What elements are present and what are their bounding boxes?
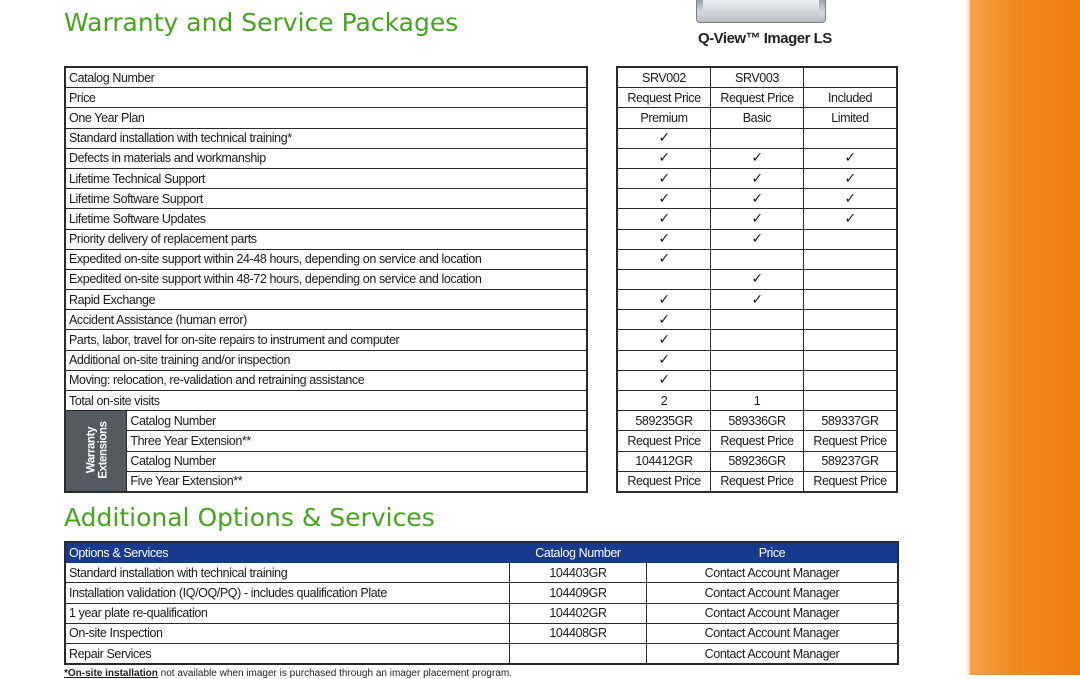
feature-row bbox=[65, 330, 587, 350]
feature-label: Moving: relocation, re-validation and retraining assistance bbox=[65, 370, 587, 390]
feature-row bbox=[65, 391, 587, 411]
plan-cell: Request Price bbox=[711, 471, 804, 492]
plan-cell: Request Price bbox=[803, 431, 897, 451]
feature-label: Price bbox=[65, 88, 587, 108]
plan-cell bbox=[803, 249, 897, 269]
plans-row bbox=[617, 391, 897, 411]
plans-row bbox=[617, 350, 897, 370]
plan-cell bbox=[803, 269, 897, 289]
feature-label: Catalog Number bbox=[65, 67, 587, 88]
plan-cell bbox=[803, 370, 897, 390]
feature-label: Total on-site visits bbox=[65, 391, 587, 411]
warranty-extension-row bbox=[65, 471, 587, 492]
feature-row bbox=[65, 310, 587, 330]
check-icon: ✓ bbox=[711, 209, 804, 229]
plan-cell: Basic bbox=[711, 108, 804, 128]
plan-cell: 589236GR bbox=[711, 451, 804, 471]
check-icon: ✓ bbox=[711, 168, 804, 188]
plan-cell bbox=[711, 370, 804, 390]
plans-row bbox=[617, 290, 897, 310]
option-price: Contact Account Manager bbox=[647, 643, 899, 664]
feature-row bbox=[65, 67, 587, 88]
plans-row bbox=[617, 411, 897, 431]
check-icon: ✓ bbox=[617, 350, 711, 370]
check-icon: ✓ bbox=[711, 269, 804, 289]
feature-row bbox=[65, 168, 587, 188]
check-icon: ✓ bbox=[617, 168, 711, 188]
plan-cell bbox=[803, 229, 897, 249]
feature-row bbox=[65, 88, 587, 108]
check-icon: ✓ bbox=[617, 229, 711, 249]
check-icon: ✓ bbox=[617, 249, 711, 269]
footnote-bold: *On-site installation bbox=[64, 668, 158, 679]
option-name: Standard installation with technical training bbox=[65, 563, 510, 583]
plans-row bbox=[617, 88, 897, 108]
check-icon: ✓ bbox=[711, 189, 804, 209]
plans-table bbox=[616, 66, 898, 493]
options-row bbox=[65, 583, 898, 603]
product-image bbox=[696, 0, 826, 23]
plan-cell: Request Price bbox=[803, 471, 897, 492]
plans-row bbox=[617, 229, 897, 249]
plan-cell: Request Price bbox=[711, 88, 804, 108]
check-icon: ✓ bbox=[803, 189, 897, 209]
check-icon: ✓ bbox=[711, 290, 804, 310]
feature-row bbox=[65, 269, 587, 289]
options-row bbox=[65, 563, 898, 583]
check-icon: ✓ bbox=[617, 128, 711, 148]
plan-cell: 2 bbox=[617, 391, 711, 411]
feature-row bbox=[65, 209, 587, 229]
option-catalog-number: 104402GR bbox=[510, 603, 647, 623]
option-name: Repair Services bbox=[65, 643, 510, 664]
plan-cell bbox=[803, 67, 897, 88]
warranty-extension-label: Three Year Extension** bbox=[127, 431, 587, 451]
feature-label: Lifetime Software Support bbox=[65, 189, 587, 209]
check-icon: ✓ bbox=[617, 330, 711, 350]
plan-cell: Request Price bbox=[617, 471, 711, 492]
plan-cell bbox=[803, 290, 897, 310]
feature-row bbox=[65, 229, 587, 249]
option-catalog-number: 104409GR bbox=[510, 583, 647, 603]
check-icon: ✓ bbox=[617, 290, 711, 310]
plan-cell bbox=[803, 128, 897, 148]
feature-row bbox=[65, 350, 587, 370]
plan-cell: Included bbox=[803, 88, 897, 108]
feature-label: Expedited on-site support within 48-72 hours, depending on service and location bbox=[65, 269, 587, 289]
plans-row bbox=[617, 310, 897, 330]
plans-row bbox=[617, 189, 897, 209]
plan-cell: SRV003 bbox=[711, 67, 804, 88]
check-icon: ✓ bbox=[617, 209, 711, 229]
plan-cell: Limited bbox=[803, 108, 897, 128]
options-table bbox=[64, 541, 899, 665]
feature-label: Accident Assistance (human error) bbox=[65, 310, 587, 330]
check-icon: ✓ bbox=[711, 229, 804, 249]
plan-cell bbox=[711, 249, 804, 269]
plans-row bbox=[617, 168, 897, 188]
feature-label: Defects in materials and workmanship bbox=[65, 148, 587, 168]
check-icon: ✓ bbox=[803, 209, 897, 229]
plan-cell: 589237GR bbox=[803, 451, 897, 471]
product-caption: Q-View™ Imager LS bbox=[698, 30, 832, 47]
feature-row bbox=[65, 128, 587, 148]
feature-table bbox=[64, 66, 588, 493]
footnote bbox=[64, 668, 512, 679]
warranty-label-line1: Warranty bbox=[85, 426, 98, 474]
options-row bbox=[65, 623, 898, 643]
check-icon: ✓ bbox=[617, 370, 711, 390]
warranty-extension-label: Catalog Number bbox=[127, 411, 587, 431]
feature-row bbox=[65, 370, 587, 390]
band-edge bbox=[966, 0, 970, 675]
options-header-row bbox=[65, 542, 898, 563]
plan-cell: Request Price bbox=[711, 431, 804, 451]
feature-label: Expedited on-site support within 24-48 hours, depending on service and location bbox=[65, 249, 587, 269]
feature-label: One Year Plan bbox=[65, 108, 587, 128]
check-icon: ✓ bbox=[803, 168, 897, 188]
plan-cell bbox=[803, 391, 897, 411]
option-catalog-number: 104408GR bbox=[510, 623, 647, 643]
plan-cell bbox=[711, 330, 804, 350]
options-row bbox=[65, 603, 898, 623]
warranty-extension-label: Five Year Extension** bbox=[127, 471, 587, 492]
option-price: Contact Account Manager bbox=[647, 603, 899, 623]
warranty-extension-row bbox=[65, 411, 587, 431]
feature-row bbox=[65, 189, 587, 209]
plan-cell bbox=[617, 269, 711, 289]
feature-label: Lifetime Software Updates bbox=[65, 209, 587, 229]
check-icon: ✓ bbox=[711, 148, 804, 168]
footnote-text: not available when imager is purchased through an imager placement program. bbox=[157, 668, 512, 679]
plan-cell bbox=[711, 310, 804, 330]
plan-cell bbox=[711, 350, 804, 370]
plans-row bbox=[617, 128, 897, 148]
option-price: Contact Account Manager bbox=[647, 623, 899, 643]
plan-cell: Premium bbox=[617, 108, 711, 128]
plan-cell bbox=[711, 128, 804, 148]
options-header-name: Options & Services bbox=[65, 542, 510, 563]
plan-cell: 589336GR bbox=[711, 411, 804, 431]
plan-cell: 104412GR bbox=[617, 451, 711, 471]
feature-row bbox=[65, 249, 587, 269]
options-row bbox=[65, 643, 898, 664]
plans-row bbox=[617, 67, 897, 88]
orange-side-band bbox=[970, 0, 1080, 675]
plan-cell bbox=[803, 330, 897, 350]
option-name: Installation validation (IQ/OQ/PQ) - includes qualification Plate bbox=[65, 583, 510, 603]
option-catalog-number bbox=[510, 643, 647, 664]
plan-cell: 589235GR bbox=[617, 411, 711, 431]
plans-row bbox=[617, 108, 897, 128]
check-icon: ✓ bbox=[617, 189, 711, 209]
feature-label: Rapid Exchange bbox=[65, 290, 587, 310]
plans-row bbox=[617, 431, 897, 451]
option-price: Contact Account Manager bbox=[647, 563, 899, 583]
options-header-price: Price bbox=[647, 542, 899, 563]
option-price: Contact Account Manager bbox=[647, 583, 899, 603]
plans-row bbox=[617, 370, 897, 390]
warranty-extension-row bbox=[65, 431, 587, 451]
warranty-extension-label: Catalog Number bbox=[127, 451, 587, 471]
plan-cell: Request Price bbox=[617, 431, 711, 451]
plans-row bbox=[617, 471, 897, 492]
warranty-label-line2: Extensions bbox=[97, 421, 110, 479]
feature-label: Standard installation with technical training* bbox=[65, 128, 587, 148]
option-name: 1 year plate re-qualification bbox=[65, 603, 510, 623]
plans-row bbox=[617, 148, 897, 168]
feature-row bbox=[65, 290, 587, 310]
plans-row bbox=[617, 249, 897, 269]
plans-row bbox=[617, 330, 897, 350]
option-catalog-number: 104403GR bbox=[510, 563, 647, 583]
warranty-extension-row bbox=[65, 451, 587, 471]
feature-label: Priority delivery of replacement parts bbox=[65, 229, 587, 249]
plans-row bbox=[617, 451, 897, 471]
plan-cell: 1 bbox=[711, 391, 804, 411]
feature-label: Parts, labor, travel for on-site repairs to instrument and computer bbox=[65, 330, 587, 350]
plans-row bbox=[617, 209, 897, 229]
plan-cell bbox=[803, 350, 897, 370]
option-name: On-site Inspection bbox=[65, 623, 510, 643]
options-header-catalog: Catalog Number bbox=[510, 542, 647, 563]
feature-label: Additional on-site training and/or inspection bbox=[65, 350, 587, 370]
check-icon: ✓ bbox=[617, 310, 711, 330]
plan-cell: SRV002 bbox=[617, 67, 711, 88]
feature-label: Lifetime Technical Support bbox=[65, 168, 587, 188]
feature-row bbox=[65, 148, 587, 168]
check-icon: ✓ bbox=[803, 148, 897, 168]
plans-row bbox=[617, 269, 897, 289]
feature-row bbox=[65, 108, 587, 128]
plan-cell bbox=[803, 310, 897, 330]
options-title: Additional Options & Services bbox=[64, 503, 435, 532]
plan-cell: 589337GR bbox=[803, 411, 897, 431]
warranty-extensions-label bbox=[65, 411, 127, 492]
page-title: Warranty and Service Packages bbox=[64, 8, 459, 37]
plan-cell: Request Price bbox=[617, 88, 711, 108]
check-icon: ✓ bbox=[617, 148, 711, 168]
